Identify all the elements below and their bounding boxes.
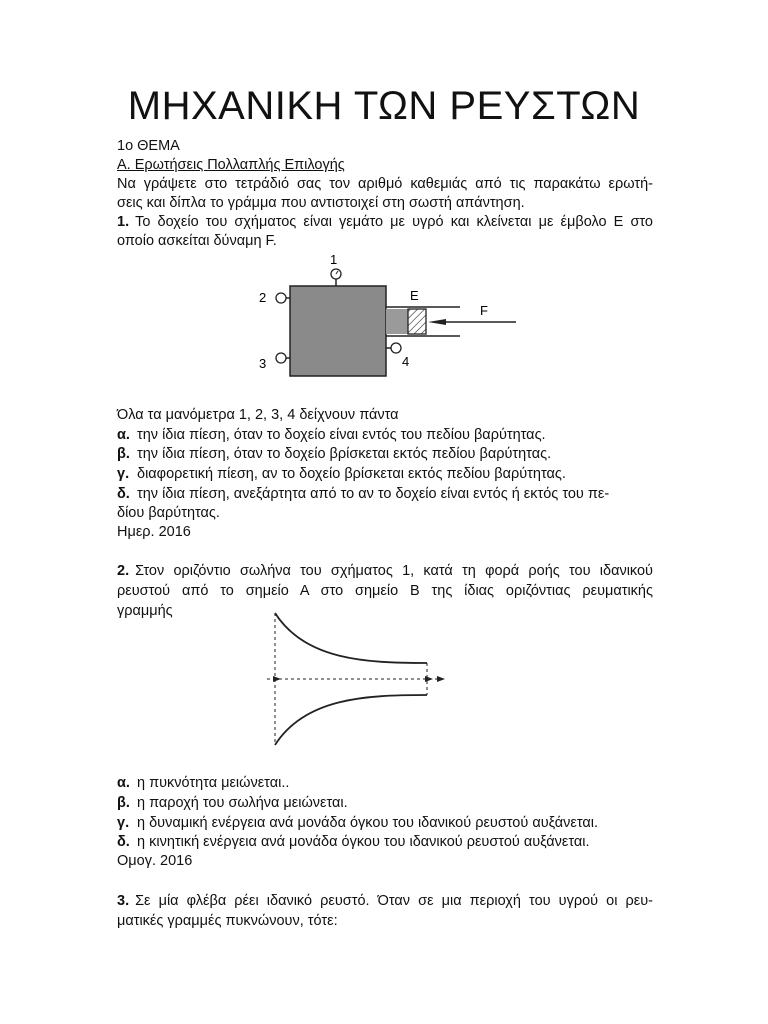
gauge-3-label: 3 bbox=[259, 356, 267, 371]
q2-option-d: δ. η κινητική ενέργεια ανά μονάδα όγκου του ιδανικού ρευστού αυξάνεται. bbox=[117, 834, 590, 850]
tube-liquid bbox=[386, 309, 408, 334]
q1-number: 1. bbox=[117, 214, 130, 230]
arrow-b bbox=[425, 676, 433, 682]
q3-text-line-1: 3. Σε μία φλέβα ρέει ιδανικό ρευστό. Όταν σε μια περιοχή του υγρού οι ρευ- bbox=[117, 893, 653, 909]
q2-pipe-figure bbox=[255, 605, 455, 755]
q1-container-figure bbox=[250, 250, 540, 380]
gauge-1-label: 1 bbox=[330, 252, 338, 267]
pipe-bottom-wall bbox=[275, 695, 427, 745]
page-title: ΜΗΧΑΝΙΚΗ ΤΩΝ ΡΕΥΣΤΩΝ bbox=[127, 84, 641, 128]
intro-line-2: σεις και δίπλα το γράμμα που αντιστοιχεί στη σωστή απάντηση. bbox=[117, 195, 525, 211]
subsection-heading bbox=[117, 156, 653, 175]
q2-text-line-2: ρευστού από το σημείο Α στο σημείο Β της ίδιας οριζόντιας ρευματικής bbox=[117, 583, 653, 599]
q1-option-d-continued: δίου βαρύτητας. bbox=[117, 505, 220, 521]
gauge-4-label: 4 bbox=[402, 354, 410, 369]
force-label: F bbox=[480, 303, 488, 318]
q1-line1: Το δοχείο του σχήματος είναι γεμάτο με υγρό και κλείνεται με έμβολο Ε στο bbox=[135, 214, 653, 230]
q3-text-line-2: ματικές γραμμές πυκνώνουν, τότε: bbox=[117, 913, 338, 929]
container-box bbox=[290, 286, 386, 376]
gauge-3-icon bbox=[276, 353, 286, 363]
gauge-4-icon bbox=[391, 343, 401, 353]
q1-text-line-1 bbox=[117, 213, 653, 232]
q2-source: Ομογ. 2016 bbox=[117, 853, 193, 869]
gauge-2-icon bbox=[276, 293, 286, 303]
q2-option-c: γ. η δυναμική ενέργεια ανά μονάδα όγκου του ιδανικού ρευστού αυξάνεται. bbox=[117, 815, 598, 831]
intro-line-1: Να γράψετε στο τετράδιό σας τον αριθμό καθεμιάς από τις παρακάτω ερωτή- bbox=[117, 176, 653, 192]
q1-stem: Όλα τα μανόμετρα 1, 2, 3, 4 δείχνουν πάντα bbox=[117, 407, 399, 423]
q1-option-b: β. την ίδια πίεση, όταν το δοχείο βρίσκεται εκτός πεδίου βαρύτητας. bbox=[117, 446, 552, 462]
force-arrow-head bbox=[428, 319, 446, 325]
piston-label: E bbox=[410, 288, 419, 303]
q1-option-d: δ. την ίδια πίεση, ανεξάρτητα από το αν το δοχείο είναι εντός ή εκτός του πε- bbox=[117, 486, 610, 502]
q2-number: 2. bbox=[117, 563, 130, 579]
q3-number: 3. bbox=[117, 893, 130, 909]
q2-text-line-1: 2. Στον οριζόντιο σωλήνα του σχήματος 1, κατά τη φορά ροής του ιδανικού bbox=[117, 563, 653, 579]
piston bbox=[408, 309, 426, 334]
pipe-top-wall bbox=[275, 613, 427, 663]
subsection-text: Α. Ερωτήσεις Πολλαπλής Επιλογής bbox=[117, 157, 345, 173]
arrow-end bbox=[437, 676, 445, 682]
q1-text-line-2: οποίο ασκείται δύναμη F. bbox=[117, 233, 277, 249]
gauge-2-label: 2 bbox=[259, 290, 267, 305]
q2-text-line-3: γραμμής bbox=[117, 603, 173, 619]
section-heading: 1ο ΘΕΜΑ bbox=[117, 138, 180, 154]
arrow-a bbox=[273, 676, 281, 682]
q2-option-b: β. η παροχή του σωλήνα μειώνεται. bbox=[117, 795, 348, 811]
q1-option-a: α. την ίδια πίεση, όταν το δοχείο είναι εντός του πεδίου βαρύτητας. bbox=[117, 427, 546, 443]
q2-option-a: α. η πυκνότητα μειώνεται.. bbox=[117, 775, 290, 791]
q1-option-c: γ. διαφορετική πίεση, αν το δοχείο βρίσκεται εκτός πεδίου βαρύτητας. bbox=[117, 466, 566, 482]
q1-source: Ημερ. 2016 bbox=[117, 524, 191, 540]
